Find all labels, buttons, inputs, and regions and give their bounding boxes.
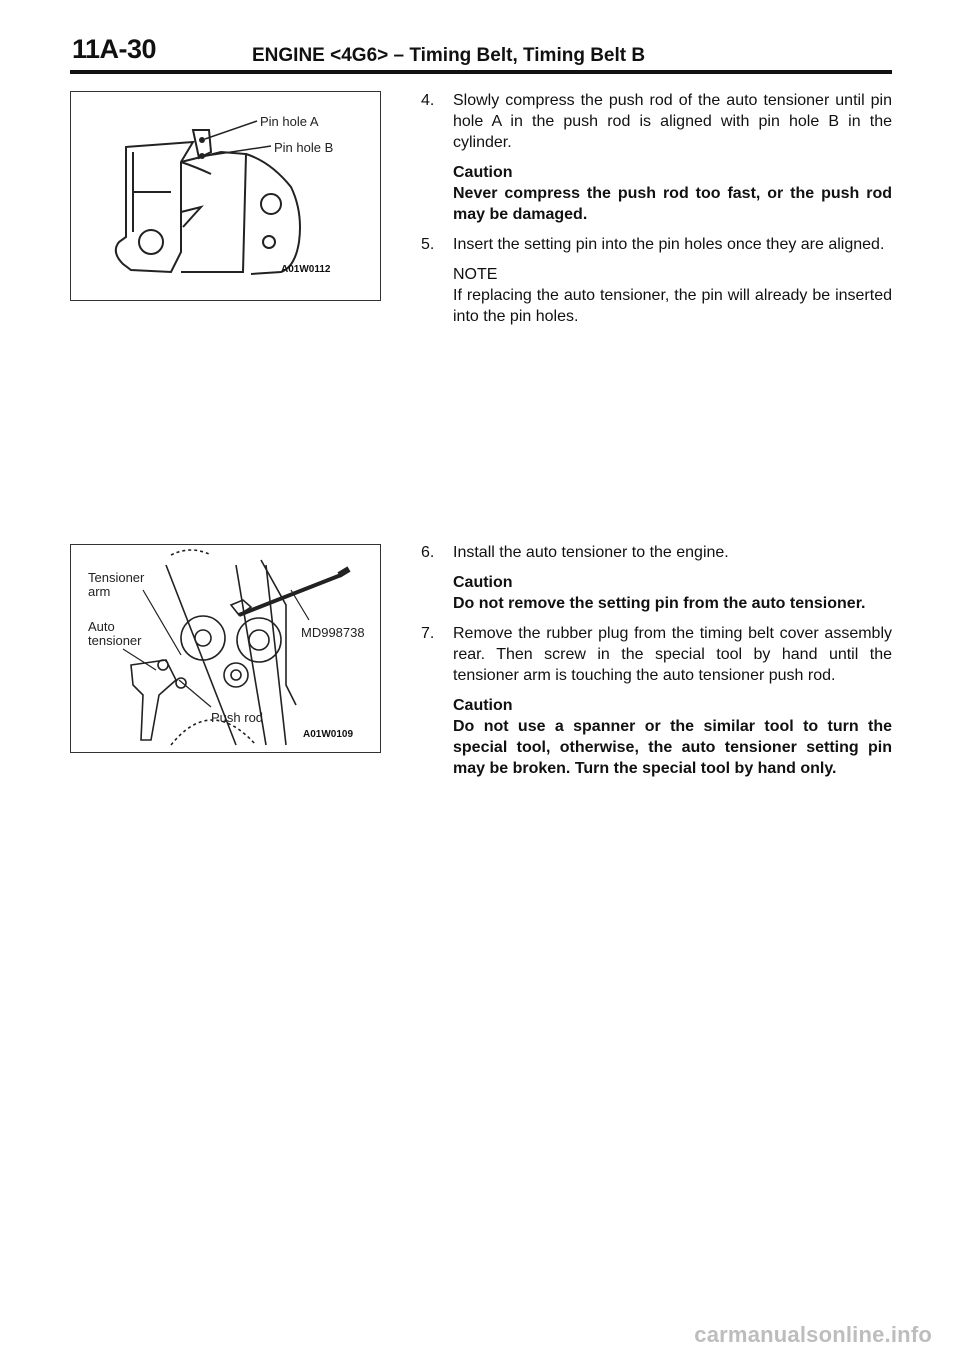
- caution-block: [453, 572, 892, 614]
- figure-code: A01W0112: [281, 264, 331, 275]
- caution-block: [453, 162, 892, 225]
- header-rule: [70, 70, 892, 74]
- step-number: 7.: [421, 625, 435, 642]
- step-text: Insert the setting pin into the pin holes once they are aligned.: [453, 236, 885, 253]
- instructions-top: [421, 90, 892, 336]
- page-header-title: ENGINE <4G6> – Timing Belt, Timing Belt B: [252, 45, 646, 66]
- caution-text: Do not remove the setting pin from the auto tensioner.: [453, 595, 866, 612]
- instructions-bottom: [421, 542, 892, 788]
- pin-holes-illustration: [71, 92, 380, 300]
- step-number: 5.: [421, 236, 435, 253]
- page-number: 11A-30: [72, 34, 157, 64]
- caution-title: Caution: [453, 697, 513, 714]
- label-auto-tensioner-line1: Auto: [88, 619, 115, 634]
- note-text: If replacing the auto tensioner, the pin will already be inserted into the pin holes.: [453, 287, 892, 325]
- label-tensioner-arm-line1: Tensioner: [88, 570, 145, 585]
- figure-pin-holes: [70, 91, 381, 301]
- step-4: [421, 90, 892, 153]
- note-title: NOTE: [453, 266, 498, 283]
- install-tensioner-illustration: [71, 545, 380, 752]
- label-special-tool: MD998738: [301, 625, 365, 640]
- step-text: Slowly compress the push rod of the auto tensioner until pin hole A in the push rod is aligned with pin hole B in the cylinder.: [453, 92, 892, 151]
- label-auto-tensioner-line2: tensioner: [88, 633, 142, 648]
- step-text: Install the auto tensioner to the engine.: [453, 544, 729, 561]
- caution-title: Caution: [453, 574, 513, 591]
- note-block: [453, 264, 892, 327]
- label-push-rod: Push rod: [211, 710, 264, 725]
- label-pin-hole-b: Pin hole B: [274, 140, 334, 155]
- caution-text: Never compress the push rod too fast, or the push rod may be damaged.: [453, 185, 892, 223]
- caution-title: Caution: [453, 164, 513, 181]
- label-tensioner-arm-line2: arm: [88, 584, 111, 599]
- watermark: carmanualsonline.info: [694, 1322, 932, 1347]
- step-5: [421, 234, 892, 255]
- step-7: [421, 623, 892, 686]
- figure-install-tensioner: [70, 544, 381, 753]
- caution-block: [453, 695, 892, 779]
- step-number: 6.: [421, 544, 435, 561]
- step-number: 4.: [421, 92, 435, 109]
- figure-code: A01W0109: [303, 729, 354, 740]
- step-text: Remove the rubber plug from the timing belt cover assembly rear. Then screw in the special tool by hand until the tensioner arm is touching the auto tensioner push rod.: [453, 625, 892, 684]
- label-pin-hole-a: Pin hole A: [260, 114, 319, 129]
- step-6: [421, 542, 892, 563]
- caution-text: Do not use a spanner or the similar tool to turn the special tool, otherwise, the auto tensioner setting pin may be broken. Turn the special tool by hand only.: [453, 718, 892, 777]
